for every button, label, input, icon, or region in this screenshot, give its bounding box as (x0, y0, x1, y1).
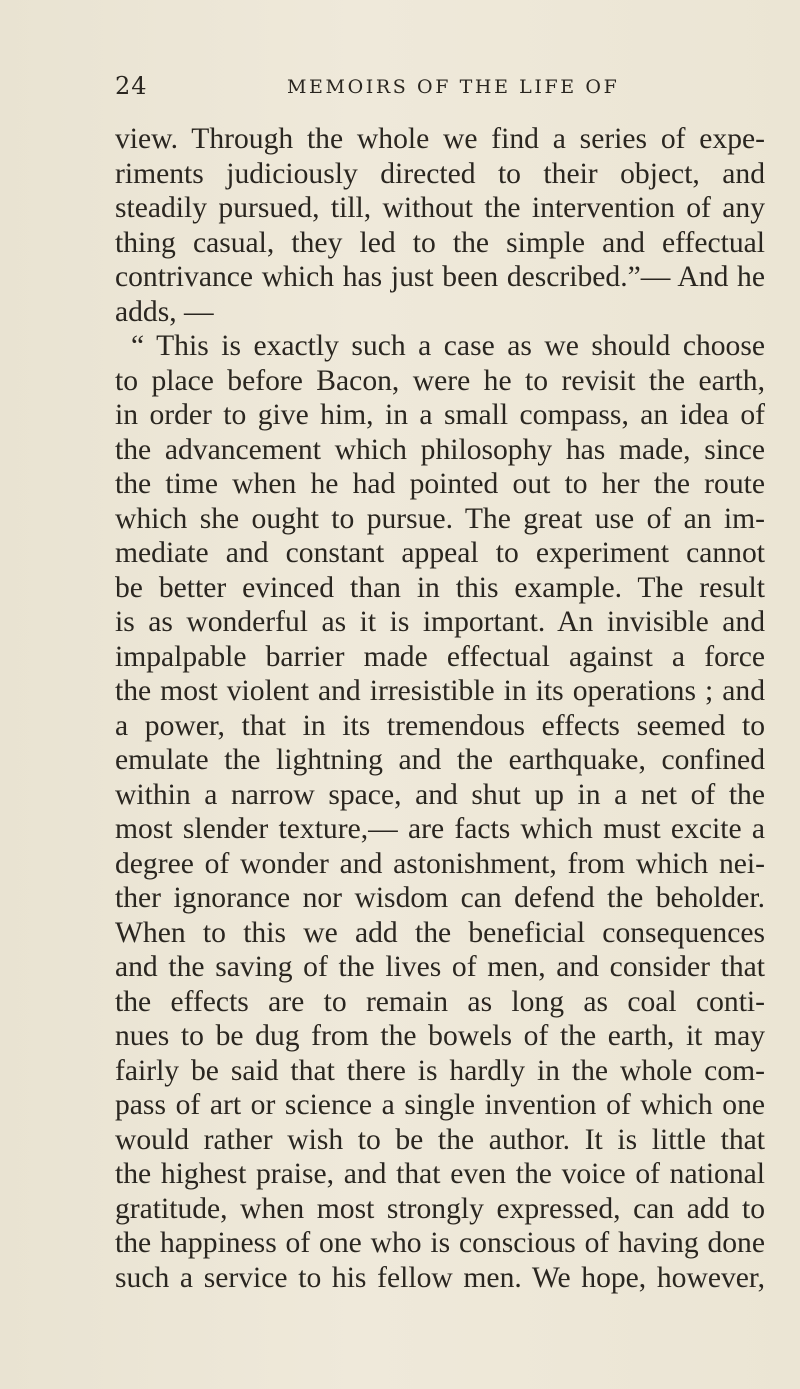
text-line: gratitude, when most strongly expressed, can add to (115, 1192, 765, 1225)
page-header (115, 72, 765, 106)
text-line: the advancement which philosophy has made, since (115, 433, 765, 466)
text-line: riments judiciously directed to their object, and (115, 157, 765, 190)
text-line: the happiness of one who is conscious of having done (115, 1227, 765, 1259)
text-line: in order to give him, in a small compass, an idea of (115, 399, 765, 431)
page-number: 24 (115, 72, 148, 100)
text-line: the time when he had pointed out to her the route (115, 468, 765, 500)
text-line: pass of art or science a single invention of which one (115, 1089, 765, 1121)
text-line: steadily pursued, till, without the intervention of any (115, 192, 765, 224)
running-head: MEMOIRS OF THE LIFE OF (287, 76, 620, 98)
text-line: impalpable barrier made effectual against a force (115, 640, 765, 673)
text-line: a power, that in its tremendous effects seemed to (115, 709, 765, 742)
text-line: the effects are to remain as long as coal conti- (115, 985, 765, 1018)
text-line: emulate the lightning and the earthquake, confined (115, 744, 765, 776)
text-line: within a narrow space, and shut up in a net of the (115, 778, 765, 811)
text-line: contrivance which has just been described.”— And he (115, 261, 765, 293)
text-line: nues to be dug from the bowels of the earth, it may (115, 1020, 765, 1052)
text-line: thing casual, they led to the simple and effectual (115, 226, 765, 259)
text-line: would rather wish to be the author. It is little that (115, 1123, 765, 1156)
text-line: When to this we add the beneficial consequences (115, 916, 765, 949)
text-line: such a service to his fellow men. We hope, however, (115, 1261, 765, 1294)
body-text (115, 122, 765, 1295)
text-line: be better evinced than in this example. The result (115, 571, 765, 604)
text-line: ther ignorance nor wisdom can defend the beholder. (115, 882, 765, 914)
text-line: the most violent and irresistible in its operations ; and (115, 675, 765, 707)
text-line: degree of wonder and astonishment, from which nei- (115, 847, 765, 880)
text-line: the highest praise, and that even the voice of national (115, 1158, 765, 1190)
text-line: view. Through the whole we find a series of expe- (115, 123, 765, 155)
text-line: is as wonderful as it is important. An invisible and (115, 606, 765, 638)
quote-opening-line: “ This is exactly such a case as we should choose (131, 330, 765, 362)
text-line: which she ought to pursue. The great use of an im- (115, 502, 765, 535)
text-line: adds, — (115, 295, 214, 328)
text-line: and the saving of the lives of men, and consider that (115, 951, 765, 983)
text-line: to place before Bacon, were he to revisit the earth, (115, 364, 765, 397)
text-line: fairly be said that there is hardly in the whole com- (115, 1054, 765, 1087)
text-line: most slender texture,— are facts which must excite a (115, 813, 765, 845)
text-line: mediate and constant appeal to experiment cannot (115, 537, 765, 569)
